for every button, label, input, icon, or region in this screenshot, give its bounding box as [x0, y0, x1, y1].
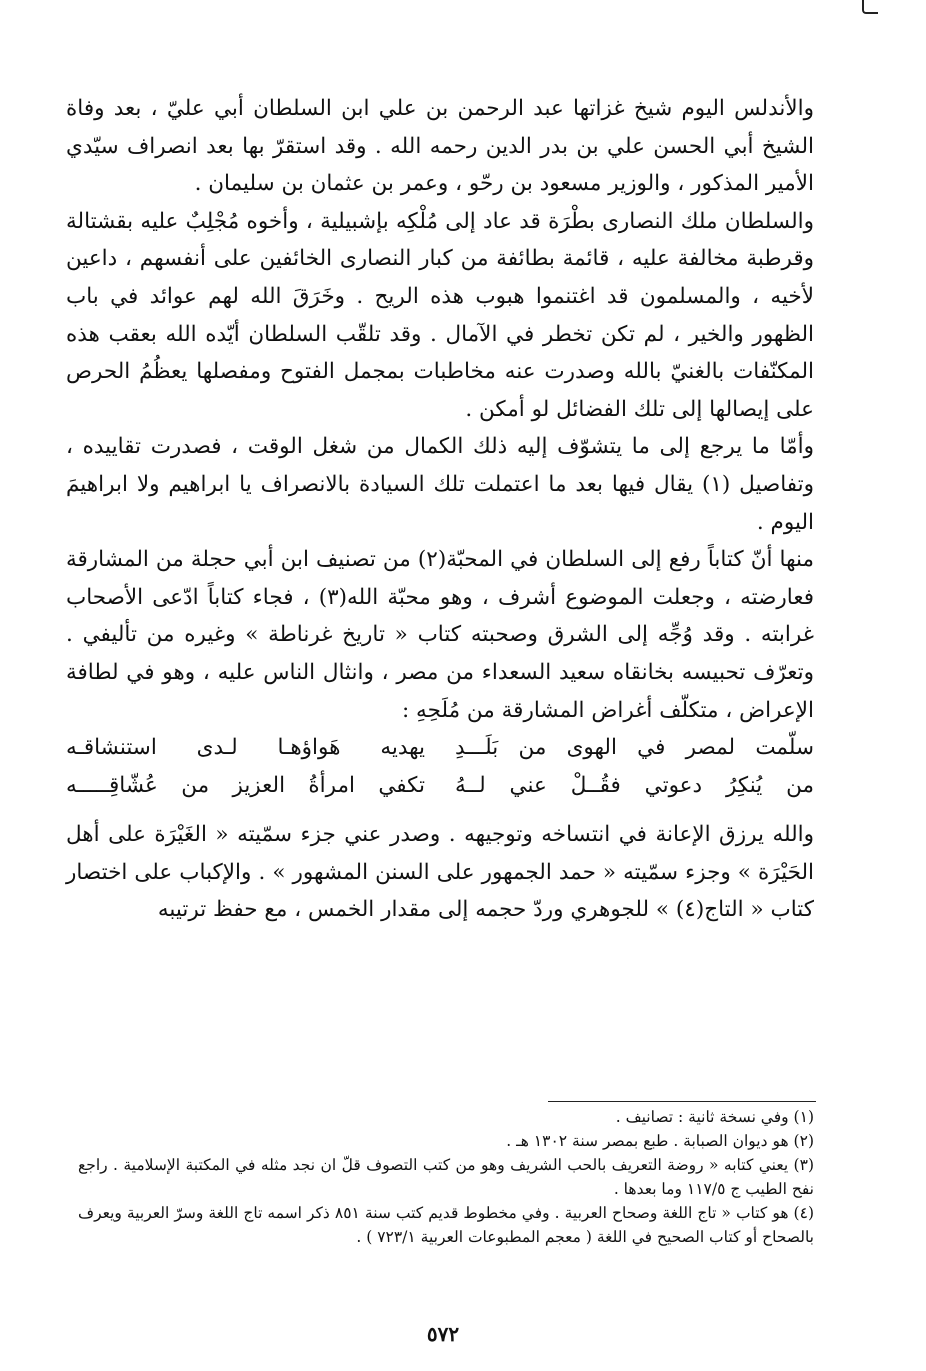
- page-corner-mark: [862, 0, 878, 14]
- verse-spacer: [66, 804, 814, 816]
- page-number: ٥٧٢: [426, 1322, 460, 1346]
- paragraph-4: منها أنّ كتاباً رفع إلى السلطان في المحبّة(٢) من تصنيف ابن أبي حجلة من المشارقة فعارضته ، وجعلت الموضوع أشرف ، وهو محبّة الله(٣) ، فجاء كتاباً ادّعى الأصحاب غرابته . وقد وُجِّه إلى الشرق وصحبته كتاب « تاريخ غرناطة » وغيره من تأليفي . وتعرّف تحبيسه بخانقاه سعيد السعداء من مصر ، وانثال الناس عليه ، وهو في لطافة الإعراض ، متكلّف أغراض المشارقة من مُلَحِهِ :: [66, 547, 814, 723]
- verse-1-first-hemistich: سلّمت لمصر في الهوى من بَلَـــدِ: [454, 735, 814, 761]
- footnote-4: (٤) هو كتاب « تاج اللغة وصحاح العربية . وفي مخطوط قديم كتب سنة ٨٥١ ذكر اسمه تاج اللغة وسرّ العربية ويعرف بالصحاح أو كتاب الصحيح في اللغة ( معجم المطبوعات العربية ٧٢٣/١ ) .: [78, 1204, 814, 1246]
- paragraph-1: والأندلس اليوم شيخ غزاتها عبد الرحمن بن علي ابن السلطان أبي عليّ ، بعد وفاة الشيخ أبي الحسن علي بن بدر الدين رحمه الله . وقد استقرّ بها بعد انصراف سيّدي الأمير المذكور ، والوزير مسعود بن رحّو ، وعمر بن عثمان بن سليمان .: [66, 96, 814, 197]
- verse-1-second-hemistich: يهديه هَواؤهـا لـدى استنشاقـه: [66, 735, 426, 761]
- page-body: [66, 90, 814, 929]
- verse-line-1: [66, 729, 814, 767]
- verse-2-second-hemistich: تكفي امرأةُ العزيز من عُشّاقِـــــه: [66, 772, 426, 798]
- verse-2-first-hemistich: من يُنكِرُ دعوتي فقُــلْ عني لــهُ: [454, 772, 814, 798]
- footnote-3: (٣) يعني كتابه « روضة التعريف بالحب الشريف وهو من كتب التصوف قلّ ان نجد مثله في المكتبة الإسلامية . راجع نفح الطيب ج ١١٧/٥ وما بعدها .: [78, 1156, 814, 1198]
- verse-line-2: [66, 767, 814, 805]
- paragraph-5: والله يرزق الإعانة في انتساخه وتوجيهه . وصدر عني جزء سمّيته « الغَيْرَة على أهل الحَيْرَة » وجزء سمّيته « حمد الجمهور على السنن المشهور » . والإكباب على اختصار كتاب « التاج(٤) » للجوهري وردّ حجمه إلى مقدار الخمس ، مع حفظ ترتيبه: [66, 822, 815, 923]
- footnote-2: (٢) هو ديوان الصبابة . طبع بمصر سنة ١٣٠٢ هـ .: [506, 1132, 814, 1150]
- paragraph-2: والسلطان ملك النصارى بطْرَة قد عاد إلى مُلْكِه بإشبيلية ، وأخوه مُجْلِبٌ عليه بقشتالة وقرطبة مخالفة عليه ، قائمة بطائفة من كبار النصارى الخائفين على أنفسهم ، داعين لأخيه ، والمسلمون قد اغتنموا هبوب هذه الريح . وخَرَقَ الله لهم عوائد في باب الظهور والخير ، لم تكن تخطر في الآمال . وقد تلقّب السلطان أيّده الله بعقب هذه المكنّفات بالغنيّ بالله وصدرت عنه مخاطبات بمجمل الفتوح ومفصلها يعظُمُ الحرص على إيصالها إلى تلك الفضائل لو أمكن .: [66, 208, 814, 422]
- paragraph-3: وأمّا ما يرجع إلى ما يتشوّف إليه ذلك الكمال من شغل الوقت ، فصدرت تقاييده ، وتفاصيل (١) يقال فيها بعد ما اعتملت تلك السيادة بالانصراف يا ابراهيم ولا ابراهيمَ اليوم .: [66, 434, 815, 535]
- footnotes: [78, 1095, 814, 1249]
- footnote-1: (١) وفي نسخة ثانية : تصانيف .: [615, 1108, 814, 1126]
